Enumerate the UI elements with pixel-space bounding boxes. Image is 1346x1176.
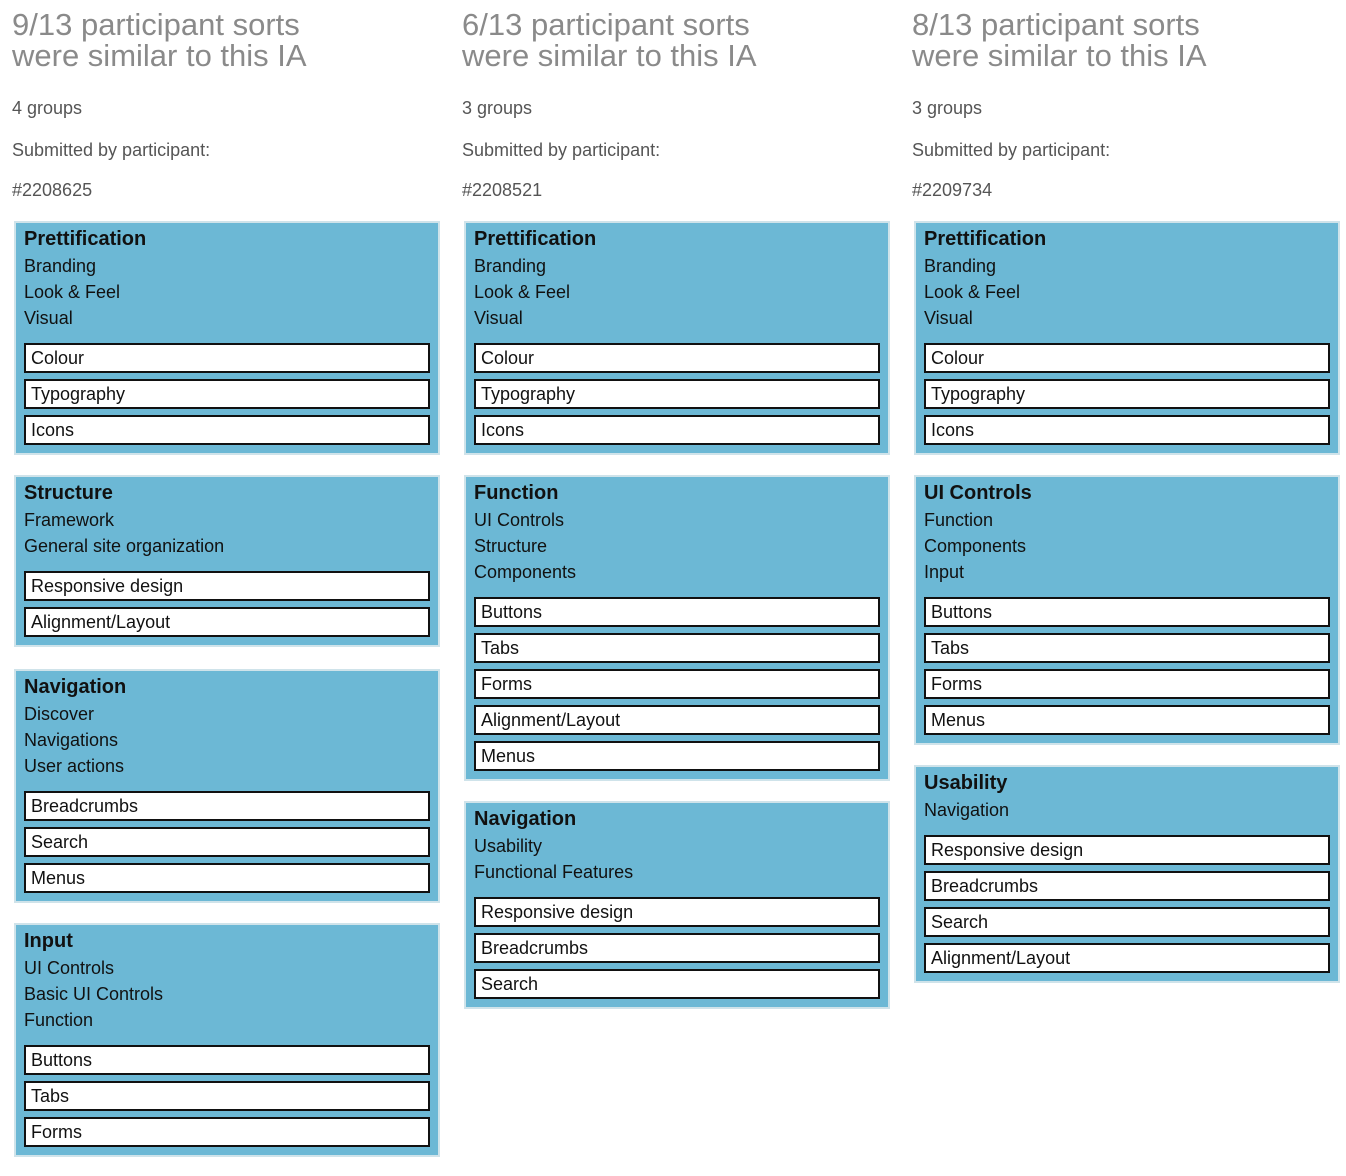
card-item[interactable]: Forms xyxy=(474,669,880,699)
card-item[interactable]: Typography xyxy=(474,379,880,409)
similarity-title xyxy=(462,9,757,71)
group-alias: Visual xyxy=(924,308,973,328)
group-alias: UI Controls xyxy=(474,510,565,530)
group-alias: Navigations xyxy=(24,730,119,750)
group-title: Usability xyxy=(924,772,1008,794)
groups-count: 4 groups xyxy=(12,98,83,118)
card-item[interactable]: Responsive design xyxy=(474,897,880,927)
group-title: Navigation xyxy=(474,808,577,830)
card-item[interactable]: Buttons xyxy=(24,1045,430,1075)
group-title: Navigation xyxy=(24,676,127,698)
card-item[interactable]: Forms xyxy=(24,1117,430,1147)
group-alias: Components xyxy=(924,536,1027,556)
group-alias: Function xyxy=(924,510,994,530)
group-title: UI Controls xyxy=(924,482,1032,504)
group-alias: Visual xyxy=(24,308,73,328)
group-title: Prettification xyxy=(24,228,147,250)
group-alias: Discover xyxy=(24,704,95,724)
card-item[interactable]: Tabs xyxy=(924,633,1330,663)
group-alias: Framework xyxy=(24,510,115,530)
card-item[interactable]: Forms xyxy=(924,669,1330,699)
card-item[interactable]: Alignment/Layout xyxy=(474,705,880,735)
group-alias: Structure xyxy=(474,536,548,556)
group-alias: Look & Feel xyxy=(24,282,121,302)
card-item[interactable]: Search xyxy=(24,827,430,857)
group-alias: Look & Feel xyxy=(474,282,571,302)
groups-count: 3 groups xyxy=(462,98,533,118)
group-card-usability xyxy=(914,765,1340,983)
card-item[interactable]: Icons xyxy=(474,415,880,445)
card-item[interactable]: Tabs xyxy=(24,1081,430,1111)
card-item[interactable]: Buttons xyxy=(924,597,1330,627)
group-title: Prettification xyxy=(474,228,597,250)
group-title: Input xyxy=(24,930,73,952)
group-aliases xyxy=(24,507,430,559)
card-item[interactable]: Breadcrumbs xyxy=(474,933,880,963)
card-item[interactable]: Breadcrumbs xyxy=(924,871,1330,901)
group-aliases xyxy=(924,507,1330,585)
submitted-label: Submitted by participant: xyxy=(912,140,1111,160)
group-aliases xyxy=(474,833,880,885)
card-item[interactable]: Alignment/Layout xyxy=(924,943,1330,973)
participant-id: #2209734 xyxy=(912,180,993,200)
card-item[interactable]: Alignment/Layout xyxy=(24,607,430,637)
group-card-ui-controls xyxy=(914,475,1340,745)
group-card-structure xyxy=(14,475,440,647)
card-item[interactable]: Menus xyxy=(474,741,880,771)
group-aliases xyxy=(474,507,880,585)
card-item[interactable]: Colour xyxy=(24,343,430,373)
similarity-title-line1: 8/13 participant sorts xyxy=(912,7,1200,42)
card-item[interactable]: Typography xyxy=(24,379,430,409)
similarity-title-line1: 6/13 participant sorts xyxy=(462,7,750,42)
submitted-label: Submitted by participant: xyxy=(12,140,211,160)
card-item[interactable]: Search xyxy=(474,969,880,999)
group-alias: User actions xyxy=(24,756,125,776)
submitted-label: Submitted by participant: xyxy=(462,140,661,160)
similarity-title-line2: were similar to this IA xyxy=(462,38,757,73)
participant-id: #2208521 xyxy=(462,180,543,200)
group-card-navigation xyxy=(14,669,440,903)
similarity-title-line1: 9/13 participant sorts xyxy=(12,7,300,42)
group-title: Function xyxy=(474,482,559,504)
group-aliases xyxy=(24,253,430,331)
group-aliases xyxy=(24,955,430,1033)
card-item[interactable]: Typography xyxy=(924,379,1330,409)
group-alias: Function xyxy=(24,1010,94,1030)
group-alias: Branding xyxy=(474,256,547,276)
card-item[interactable]: Buttons xyxy=(474,597,880,627)
card-item[interactable]: Responsive design xyxy=(924,835,1330,865)
group-aliases xyxy=(24,701,430,779)
group-alias: Look & Feel xyxy=(924,282,1021,302)
group-alias: Components xyxy=(474,562,577,582)
group-alias: Input xyxy=(924,562,965,582)
group-alias: Branding xyxy=(924,256,997,276)
group-alias: Basic UI Controls xyxy=(24,984,164,1004)
similarity-title xyxy=(12,9,307,71)
group-alias: Branding xyxy=(24,256,97,276)
group-card-prettification xyxy=(464,221,890,455)
card-item[interactable]: Search xyxy=(924,907,1330,937)
group-title: Prettification xyxy=(924,228,1047,250)
card-item[interactable]: Icons xyxy=(24,415,430,445)
groups-count: 3 groups xyxy=(912,98,983,118)
group-card-prettification xyxy=(14,221,440,455)
group-card-input xyxy=(14,923,440,1157)
group-alias: Functional Features xyxy=(474,862,634,882)
similarity-title-line2: were similar to this IA xyxy=(12,38,307,73)
group-aliases xyxy=(924,253,1330,331)
card-item[interactable]: Icons xyxy=(924,415,1330,445)
group-card-function xyxy=(464,475,890,781)
group-title: Structure xyxy=(24,482,113,504)
similarity-title xyxy=(912,9,1207,71)
group-alias: Navigation xyxy=(924,800,1010,820)
similarity-title-line2: were similar to this IA xyxy=(912,38,1207,73)
group-alias: General site organization xyxy=(24,536,225,556)
card-item[interactable]: Responsive design xyxy=(24,571,430,601)
card-item[interactable]: Menus xyxy=(24,863,430,893)
group-aliases xyxy=(924,797,1330,823)
card-item[interactable]: Colour xyxy=(474,343,880,373)
card-item[interactable]: Colour xyxy=(924,343,1330,373)
group-card-prettification xyxy=(914,221,1340,455)
group-aliases xyxy=(474,253,880,331)
group-alias: UI Controls xyxy=(24,958,115,978)
card-item[interactable]: Tabs xyxy=(474,633,880,663)
card-item[interactable]: Menus xyxy=(924,705,1330,735)
group-alias: Visual xyxy=(474,308,523,328)
group-card-navigation xyxy=(464,801,890,1009)
card-item[interactable]: Breadcrumbs xyxy=(24,791,430,821)
participant-id: #2208625 xyxy=(12,180,93,200)
group-alias: Usability xyxy=(474,836,543,856)
